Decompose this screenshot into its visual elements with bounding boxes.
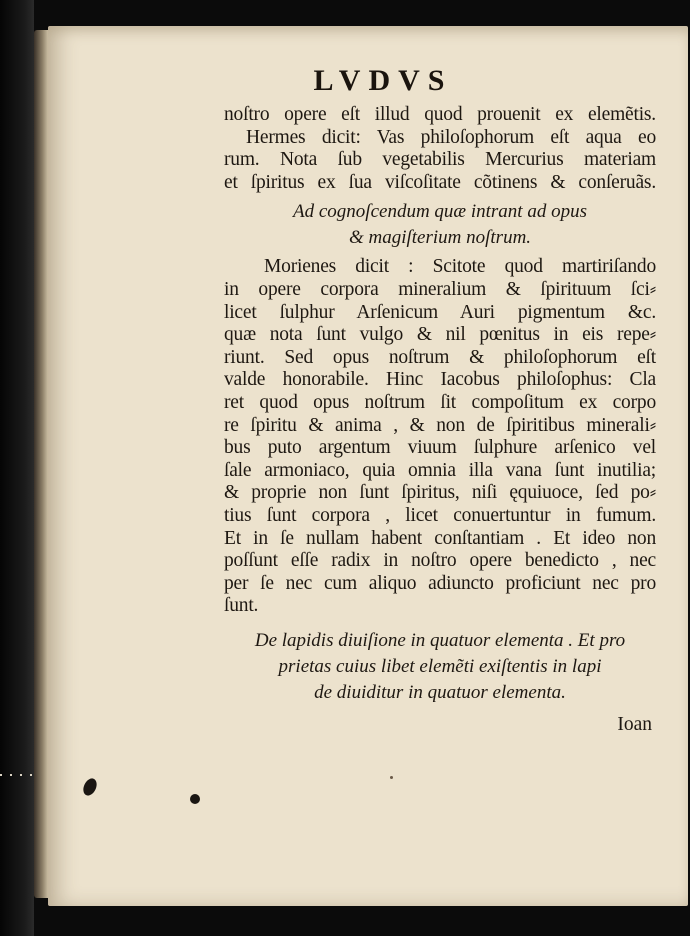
section-heading-1 <box>224 199 656 251</box>
heading-line: prietas cuius libet elemẽti exiſtentis in lapi <box>278 655 602 677</box>
text-line: quæ nota ſunt vulgo & nil pœnitus in eis repe⸗ <box>224 324 656 346</box>
heading-line: De lapidis diuiſione in quatuor elementa . Et pro <box>254 629 626 651</box>
book-page <box>48 26 688 906</box>
text-line: riunt. Sed opus noſtrum & philoſophorum eſt <box>224 346 656 368</box>
text-line: ſunt. <box>224 595 259 617</box>
ink-speck <box>390 776 393 779</box>
text-line: Et in ſe nullam habent conſtantiam . Et ideo non <box>224 527 656 549</box>
text-line: Hermes dicit: Vas philoſophorum eſt aqua eo <box>246 126 656 148</box>
text-line: ſale armoniaco, quia omnia illa vana ſunt inutilia; <box>224 459 656 481</box>
text-line: bus puto argentum viuum ſulphure arſenico vel <box>224 437 656 459</box>
text-line: noſtro opere eſt illud quod prouenit ex elemẽtis. <box>224 104 656 125</box>
heading-line: de diuiditur in quatuor elementa. <box>314 681 566 703</box>
text-line: valde honorabile. Hinc Iacobus philoſophus: Cla <box>224 369 656 391</box>
running-head: LVDVS <box>313 64 453 97</box>
paragraph-2 <box>224 256 656 618</box>
text-line: & proprie non ſunt ſpiritus, niſi ęquiuoce, ſed po⸗ <box>224 482 656 504</box>
spine-shadow <box>0 0 34 936</box>
text-line: per ſe nec cum aliquo adiuncto proficiunt nec pro <box>224 572 656 594</box>
text-line: tius ſunt corpora , licet conuertuntur in fumum. <box>224 504 656 526</box>
text-line: rum. Nota ſub vegetabilis Mercurius materiam <box>224 149 656 171</box>
heading-line: & magiſterium noſtrum. <box>348 227 532 249</box>
text-block <box>224 104 656 736</box>
text-line: re ſpiritu & anima , & non de ſpiritibus minerali⸗ <box>224 414 656 436</box>
ink-blot <box>190 794 200 804</box>
text-line: licet ſulphur Arſenicum Auri pigmentum &c. <box>224 301 656 323</box>
text-line: poſſunt eſſe radix in noſtro opere benedicto , nec <box>224 550 656 572</box>
catchword: Ioan <box>617 713 652 735</box>
section-heading-2 <box>224 628 656 706</box>
text-line: in opere corpora mineralium & ſpirituum ſci⸗ <box>224 278 656 300</box>
text-line: Morienes dicit : Scitote quod martiriſando <box>264 256 656 278</box>
text-line: ret quod opus noſtrum ſit compoſitum ex corpo <box>224 391 656 413</box>
paragraph-1 <box>224 104 656 194</box>
text-line: et ſpiritus ex ſua viſcoſitate cõtinens & conſeruãs. <box>224 171 656 193</box>
ink-blot <box>81 776 99 797</box>
heading-line: Ad cognoſcendum quæ intrant ad opus <box>293 201 587 223</box>
